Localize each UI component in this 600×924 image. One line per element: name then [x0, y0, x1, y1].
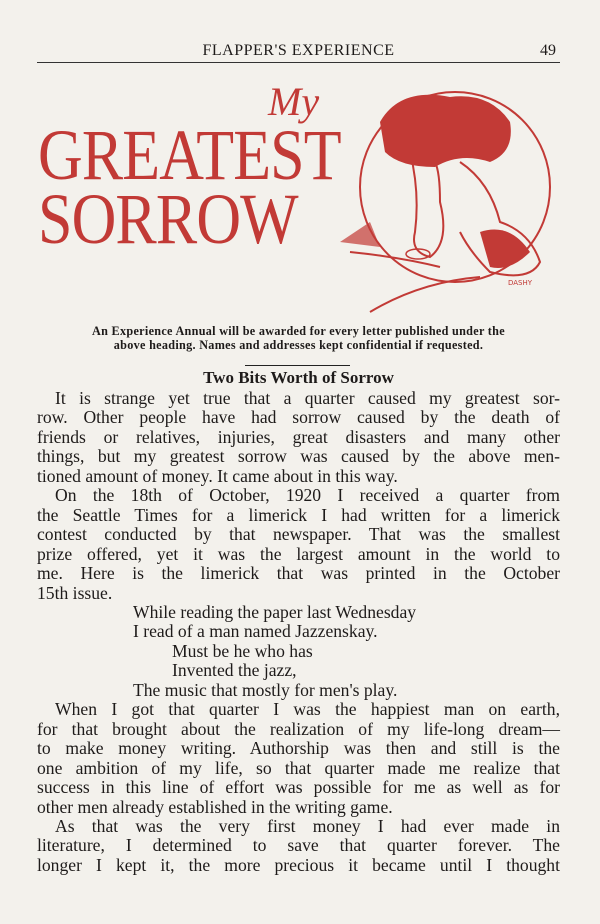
poem-line: The music that mostly for men's play.	[133, 679, 398, 700]
text-line: me. Here is the limerick that was printed in the October	[37, 563, 560, 584]
text-line: longer I kept it, the more precious it became until I thought	[37, 854, 560, 875]
article-title: Two Bits Worth of Sorrow	[203, 368, 394, 387]
text-line: tioned amount of money. It came about in this way.	[37, 465, 398, 486]
article-body	[37, 389, 560, 875]
running-title: FLAPPER'S EXPERIENCE	[202, 42, 395, 59]
page-number: 49	[540, 42, 556, 59]
running-header	[37, 42, 560, 63]
banner-title-line1: GREATEST	[38, 115, 341, 195]
text-line: It is strange yet true that a quarter caused my greatest sor-	[55, 388, 560, 408]
text-line: literature, I determined to save that quarter forever. The	[37, 835, 560, 856]
text-line: On the 18th of October, 1920 I received a quarter from	[55, 485, 560, 506]
poem-line: Invented the jazz,	[172, 660, 297, 681]
text-line: things, but my greatest sorrow was caused by the above men-	[37, 446, 560, 467]
text-line: As that was the very first money I had ever made in	[55, 815, 560, 836]
artist-signature: DASHY	[508, 279, 533, 287]
text-line: friends or relatives, injuries, great disasters and many other	[37, 426, 560, 447]
award-notice	[37, 324, 560, 352]
banner-title-line2: SORROW	[38, 179, 298, 259]
text-line: 15th issue.	[37, 582, 113, 603]
poem-line: Must be he who has	[172, 640, 313, 661]
text-line: success in this line of effort was possible for me as well as for	[37, 777, 560, 798]
text-line: prize offered, yet it was the largest amount in the world to	[37, 543, 560, 564]
text-line: to make money writing. Authorship was then and still is the	[37, 738, 560, 759]
banner-script-word: My	[268, 79, 320, 124]
text-line: other men already established in the writing game.	[37, 796, 393, 817]
divider-rule	[245, 365, 350, 366]
text-line: the Seattle Times for a limerick I had written for a limerick	[37, 504, 560, 525]
text-line: one ambition of my life, so that quarter made me realize that	[37, 757, 560, 778]
text-line: row. Other people have had sorrow caused by the death of	[37, 407, 560, 428]
flapper-illustration	[340, 82, 570, 322]
notice-line: above heading. Names and addresses kept confidential if requested.	[113, 338, 484, 352]
text-line: contest conducted by that newspaper. That was the smallest	[37, 524, 560, 545]
notice-line: An Experience Annual will be awarded for every letter published under the	[92, 324, 505, 338]
poem-line: I read of a man named Jazzenskay.	[133, 621, 378, 642]
text-line: When I got that quarter I was the happiest man on earth,	[55, 699, 560, 720]
text-line: for that brought about the realization of my life-long dream—	[37, 718, 560, 739]
poem-line: While reading the paper last Wednesday	[133, 601, 417, 622]
